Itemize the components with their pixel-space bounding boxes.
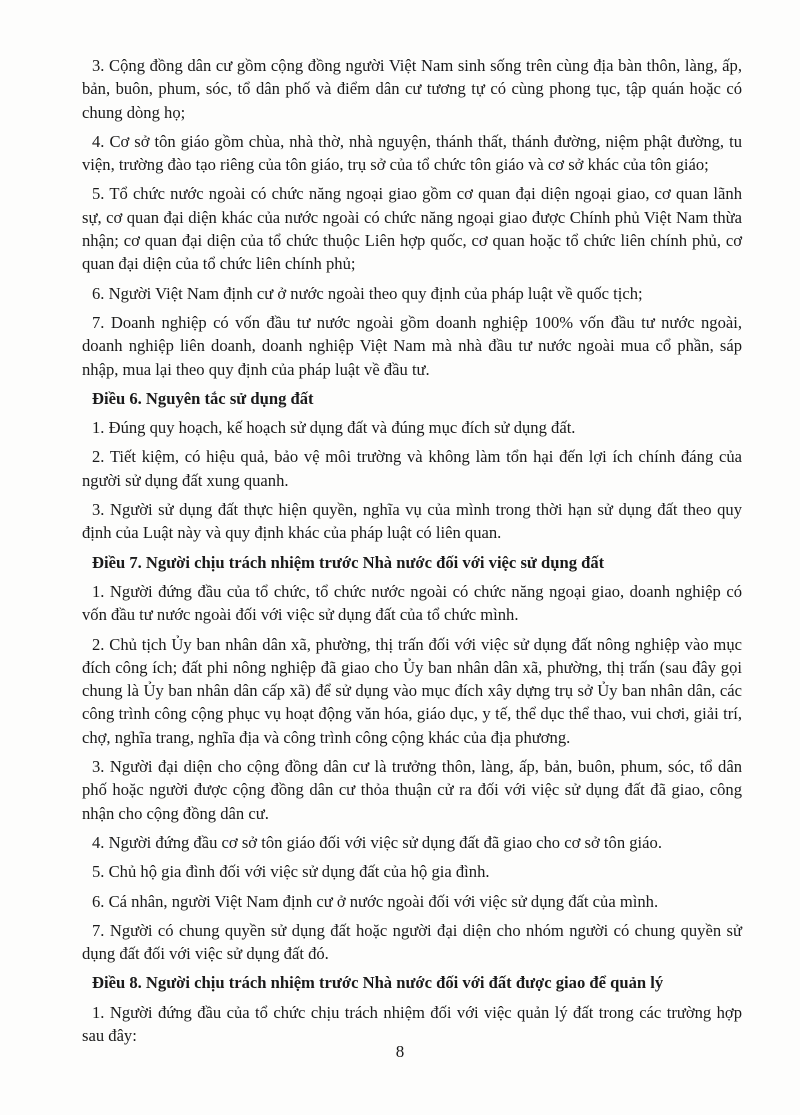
document-body [82,54,742,1053]
paragraph-clause-6: 6. Người Việt Nam định cư ở nước ngoài theo quy định của pháp luật về quốc tịch; [92,283,643,303]
article-7-clause-1: 1. Người đứng đầu của tổ chức, tổ chức nước ngoài có chức năng ngoại giao, doanh nghiệp có vốn đầu tư nước ngoài đối với việc sử dụng đất của tổ chức mình. [82,581,742,625]
paragraph-clause-3: 3. Cộng đồng dân cư gồm cộng đồng người Việt Nam sinh sống trên cùng địa bàn thôn, làng, ấp, bản, buôn, phum, sóc, tổ dân phố và điểm dân cư tương tự có cùng phong tục, tập quán hoặc có chung dòng họ; [82,56,742,122]
article-6-clause-2: 2. Tiết kiệm, có hiệu quả, bảo vệ môi trường và không làm tổn hại đến lợi ích chính đáng của người sử dụng đất xung quanh. [82,447,742,490]
page-number: 8 [395,1042,405,1061]
paragraph-clause-7: 7. Doanh nghiệp có vốn đầu tư nước ngoài gồm doanh nghiệp 100% vốn đầu tư nước ngoài, doanh nghiệp liên doanh, doanh nghiệp Việt Nam mà nhà đầu tư nước ngoài mua cổ phần, sáp nhập, mua lại theo quy định của pháp luật về đầu tư. [82,312,742,379]
article-7-clause-3: 3. Người đại diện cho cộng đồng dân cư là trưởng thôn, làng, ấp, bản, buôn, phum, sóc, tổ dân phố hoặc người được cộng đồng dân cư thỏa thuận cử ra đối với việc sử dụng đất đã giao, công nhận cho cộng đồng dân cư. [82,757,742,823]
article-8-clause-1: 1. Người đứng đầu của tổ chức chịu trách nhiệm đối với việc quản lý đất trong các trường hợp sau đây: [82,1002,742,1045]
article-6-clause-1: 1. Đúng quy hoạch, kế hoạch sử dụng đất và đúng mục đích sử dụng đất. [92,418,576,438]
paragraph-clause-4: 4. Cơ sở tôn giáo gồm chùa, nhà thờ, nhà nguyện, thánh thất, thánh đường, niệm phật đường, tu viện, trường đào tạo riêng của tôn giáo, trụ sở của tổ chức tôn giáo và cơ sở khác của tôn giáo; [82,131,742,175]
article-6-clause-3: 3. Người sử dụng đất thực hiện quyền, nghĩa vụ của mình trong thời hạn sử dụng đất theo quy định của Luật này và quy định khác của pháp luật có liên quan. [82,500,742,543]
article-7-clause-6: 6. Cá nhân, người Việt Nam định cư ở nước ngoài đối với việc sử dụng đất của mình. [92,891,659,911]
article-8-heading: Điều 8. Người chịu trách nhiệm trước Nhà nước đối với đất được giao để quản lý [92,973,664,993]
article-7-clause-4: 4. Người đứng đầu cơ sở tôn giáo đối với việc sử dụng đất đã giao cho cơ sở tôn giáo. [92,832,662,852]
article-6-heading: Điều 6. Nguyên tắc sử dụng đất [92,388,314,408]
article-7-clause-7: 7. Người có chung quyền sử dụng đất hoặc người đại diện cho nhóm người có chung quyền sử dụng đất đối với việc sử dụng đất đó. [82,920,742,964]
article-7-clause-2: 2. Chủ tịch Ủy ban nhân dân xã, phường, thị trấn đối với việc sử dụng đất nông nghiệp vào mục đích công ích; đất phi nông nghiệp đã giao cho Ủy ban nhân dân xã, phường, thị trấn (sau đây gọi chung là Ủy ban nhân dân cấp xã) để sử dụng vào mục đích xây dựng trụ sở Ủy ban nhân dân, các công trình công cộng phục vụ hoạt động văn hóa, giáo dục, y tế, thể dục thể thao, vui chơi, giải trí, chợ, nghĩa trang, nghĩa địa và công trình công cộng khác của địa phương. [82,634,742,747]
article-7-heading: Điều 7. Người chịu trách nhiệm trước Nhà nước đối với việc sử dụng đất [92,552,605,572]
paragraph-clause-5: 5. Tổ chức nước ngoài có chức năng ngoại giao gồm cơ quan đại diện ngoại giao, cơ quan lãnh sự, cơ quan đại diện khác của nước ngoài có chức năng ngoại giao được Chính phủ Việt Nam thừa nhận; cơ quan đại diện của tổ chức thuộc Liên hợp quốc, cơ quan hoặc tổ chức liên chính phủ, cơ quan đại diện của tổ chức liên chính phủ; [82,184,742,274]
article-7-clause-5: 5. Chủ hộ gia đình đối với việc sử dụng đất của hộ gia đình. [92,862,490,882]
